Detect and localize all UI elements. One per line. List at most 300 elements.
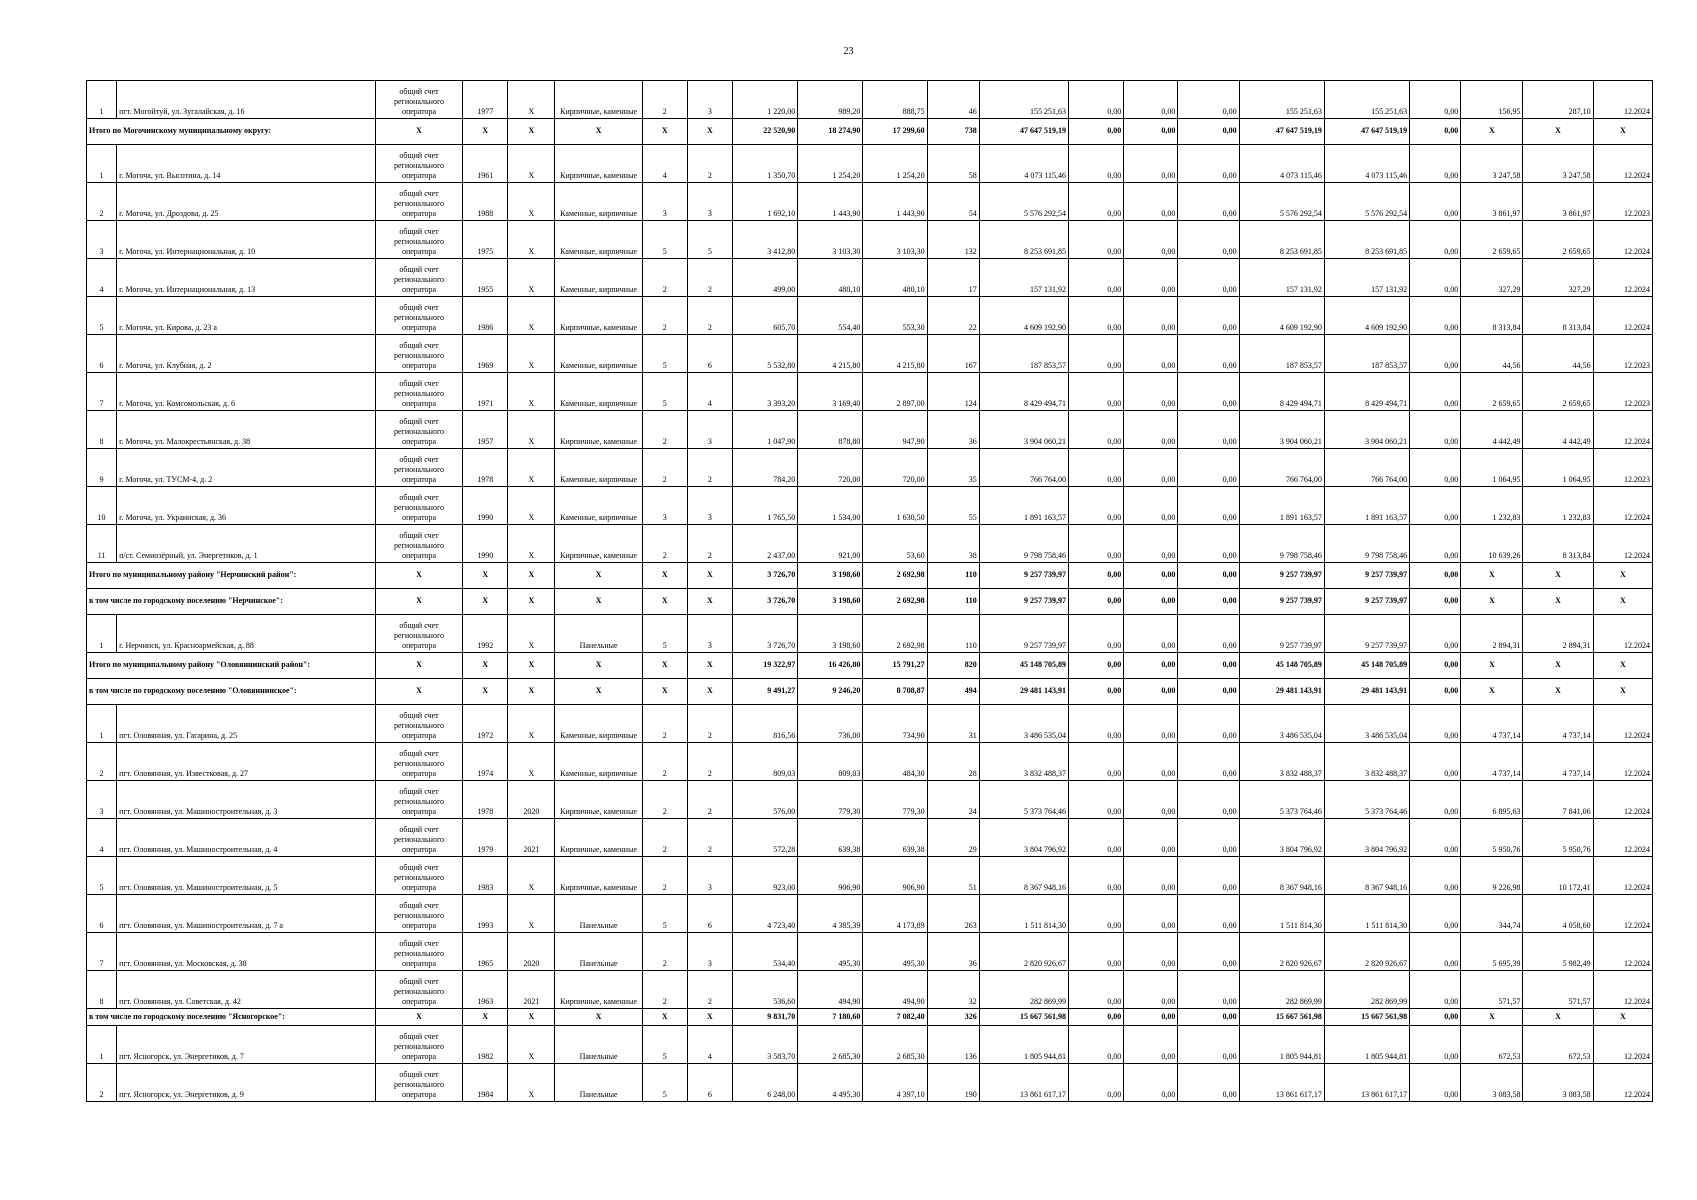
- total-cost-cell: 15 667 561,98: [979, 1009, 1068, 1026]
- total-cost-cell: 9 257 739,97: [979, 563, 1068, 589]
- municipal-funds-cell: 0,00: [1178, 449, 1239, 487]
- wall-material-cell: Панельные: [555, 1064, 642, 1102]
- entrances-cell: 5: [687, 221, 732, 259]
- owner-funds-total-cell: 5 373 764,46: [1324, 781, 1409, 819]
- regional-funds-cell: 0,00: [1124, 119, 1178, 145]
- deadline-cell: 12.2024: [1593, 259, 1652, 297]
- x-cell: X: [687, 563, 732, 589]
- federal-funds-cell: 0,00: [1069, 1009, 1124, 1026]
- residents-cell: 190: [927, 1064, 979, 1102]
- row-number: 4: [87, 259, 117, 297]
- residents-cell: 167: [927, 335, 979, 373]
- x-cell: X: [687, 589, 732, 615]
- residents-cell: 110: [927, 563, 979, 589]
- unit-cost-limit-cell: 2 659,65: [1523, 373, 1593, 411]
- owner-funds-total-cell: 9 798 758,46: [1324, 525, 1409, 563]
- x-cell: X: [555, 563, 642, 589]
- residents-cell: 17: [927, 259, 979, 297]
- residential-area-cell: 3 103,30: [863, 221, 927, 259]
- deadline-cell: 12.2024: [1593, 297, 1652, 335]
- residents-cell: 38: [927, 525, 979, 563]
- unit-cost-cell: 344,74: [1461, 895, 1523, 933]
- owner-funds-total-cell: 282 869,99: [1324, 971, 1409, 1009]
- living-area-cell: 9 246,20: [798, 679, 863, 705]
- living-area-cell: 809,03: [798, 743, 863, 781]
- regional-funds-cell: 0,00: [1124, 1009, 1178, 1026]
- floors-cell: 2: [642, 933, 687, 971]
- municipal-funds-cell: 0,00: [1178, 589, 1239, 615]
- living-area-cell: 7 180,60: [798, 1009, 863, 1026]
- x-cell: X: [463, 589, 508, 615]
- year-reconstruction-cell: X: [508, 411, 555, 449]
- unit-cost-cell: 5 950,76: [1461, 819, 1523, 857]
- living-area-cell: 989,20: [798, 81, 863, 119]
- year-reconstruction-cell: X: [508, 895, 555, 933]
- year-reconstruction-cell: X: [508, 259, 555, 297]
- residents-cell: 36: [927, 411, 979, 449]
- subtotal-label: Итого по муниципальному району "Оловяннинский район":: [87, 653, 376, 679]
- total-cost-cell: 13 861 617,17: [979, 1064, 1068, 1102]
- residents-cell: 51: [927, 857, 979, 895]
- owner-funds-cell: 3 832 488,37: [1239, 743, 1324, 781]
- other-funds-cell: 0,00: [1410, 743, 1461, 781]
- fund-owner-cell: общий счет регионального оператора: [375, 449, 462, 487]
- table-row: [87, 1064, 1653, 1102]
- total-area-cell: 784,20: [733, 449, 798, 487]
- owner-funds-cell: 1 891 163,57: [1239, 487, 1324, 525]
- municipal-funds-cell: 0,00: [1178, 679, 1239, 705]
- total-cost-cell: 157 131,92: [979, 259, 1068, 297]
- owner-funds-cell: 13 861 617,17: [1239, 1064, 1324, 1102]
- living-area-cell: 4 215,80: [798, 335, 863, 373]
- municipal-funds-cell: 0,00: [1178, 1026, 1239, 1064]
- other-funds-cell: 0,00: [1410, 819, 1461, 857]
- total-cost-cell: 8 429 494,71: [979, 373, 1068, 411]
- residents-cell: 263: [927, 895, 979, 933]
- federal-funds-cell: 0,00: [1069, 297, 1124, 335]
- floors-cell: 2: [642, 819, 687, 857]
- regional-funds-cell: 0,00: [1124, 525, 1178, 563]
- unit-cost-limit-cell: 8 313,84: [1523, 525, 1593, 563]
- other-funds-cell: 0,00: [1410, 1009, 1461, 1026]
- address-cell: пгт. Оловянная, ул. Советская, д. 42: [117, 971, 376, 1009]
- living-area-cell: 480,10: [798, 259, 863, 297]
- total-area-cell: 923,00: [733, 857, 798, 895]
- deadline-cell: 12.2024: [1593, 1064, 1652, 1102]
- living-area-cell: 921,00: [798, 525, 863, 563]
- fund-owner-cell: общий счет регионального оператора: [375, 615, 462, 653]
- wall-material-cell: Каменные, кирпичные: [555, 221, 642, 259]
- year-built-cell: 1984: [463, 1064, 508, 1102]
- total-cost-cell: 47 647 519,19: [979, 119, 1068, 145]
- total-area-cell: 1 350,70: [733, 145, 798, 183]
- owner-funds-cell: 1 511 814,30: [1239, 895, 1324, 933]
- other-funds-cell: 0,00: [1410, 705, 1461, 743]
- entrances-cell: 6: [687, 1064, 732, 1102]
- total-area-cell: 3 726,70: [733, 615, 798, 653]
- subtotal-row: [87, 1009, 1653, 1026]
- regional-funds-cell: 0,00: [1124, 373, 1178, 411]
- residential-area-cell: 720,00: [863, 449, 927, 487]
- fund-owner-cell: общий счет регионального оператора: [375, 895, 462, 933]
- federal-funds-cell: 0,00: [1069, 411, 1124, 449]
- municipal-funds-cell: 0,00: [1178, 895, 1239, 933]
- residential-area-cell: 484,30: [863, 743, 927, 781]
- unit-cost-limit-cell: 327,29: [1523, 259, 1593, 297]
- x-cell: X: [642, 653, 687, 679]
- residents-cell: 494: [927, 679, 979, 705]
- residential-area-cell: 888,75: [863, 81, 927, 119]
- table-row: [87, 781, 1653, 819]
- living-area-cell: 1 254,20: [798, 145, 863, 183]
- floors-cell: 2: [642, 971, 687, 1009]
- row-number: 1: [87, 705, 117, 743]
- subtotal-label: в том числе по городскому поселению "Нерчинское":: [87, 589, 376, 615]
- total-area-cell: 1 047,90: [733, 411, 798, 449]
- wall-material-cell: Кирпичные, каменные: [555, 819, 642, 857]
- entrances-cell: 2: [687, 259, 732, 297]
- address-cell: г. Могоча, ул. Малокрестьянская, д. 38: [117, 411, 376, 449]
- living-area-cell: 2 685,30: [798, 1026, 863, 1064]
- unit-cost-cell: 2 659,65: [1461, 221, 1523, 259]
- year-built-cell: 1975: [463, 221, 508, 259]
- regional-funds-cell: 0,00: [1124, 819, 1178, 857]
- other-funds-cell: 0,00: [1410, 933, 1461, 971]
- x-cell: X: [463, 679, 508, 705]
- total-area-cell: 5 532,80: [733, 335, 798, 373]
- other-funds-cell: 0,00: [1410, 221, 1461, 259]
- x-cell: X: [1461, 1009, 1523, 1026]
- regional-funds-cell: 0,00: [1124, 259, 1178, 297]
- owner-funds-cell: 45 148 705,89: [1239, 653, 1324, 679]
- wall-material-cell: Каменные, кирпичные: [555, 183, 642, 221]
- residents-cell: 54: [927, 183, 979, 221]
- x-cell: X: [555, 119, 642, 145]
- year-reconstruction-cell: X: [508, 335, 555, 373]
- owner-funds-cell: 155 251,63: [1239, 81, 1324, 119]
- living-area-cell: 18 274,90: [798, 119, 863, 145]
- living-area-cell: 720,00: [798, 449, 863, 487]
- address-cell: г. Могоча, ул. Украинская, д. 36: [117, 487, 376, 525]
- year-built-cell: 1965: [463, 933, 508, 971]
- other-funds-cell: 0,00: [1410, 653, 1461, 679]
- total-cost-cell: 9 257 739,97: [979, 615, 1068, 653]
- residential-area-cell: 1 254,20: [863, 145, 927, 183]
- other-funds-cell: 0,00: [1410, 1064, 1461, 1102]
- x-cell: X: [508, 119, 555, 145]
- address-cell: г. Могоча, ул. Клубная, д. 2: [117, 335, 376, 373]
- total-cost-cell: 3 804 796,92: [979, 819, 1068, 857]
- regional-funds-cell: 0,00: [1124, 81, 1178, 119]
- living-area-cell: 736,00: [798, 705, 863, 743]
- year-reconstruction-cell: 2021: [508, 819, 555, 857]
- address-cell: пгт. Оловянная, ул. Известковая, д. 27: [117, 743, 376, 781]
- residential-area-cell: 4 397,10: [863, 1064, 927, 1102]
- residential-area-cell: 480,10: [863, 259, 927, 297]
- regional-funds-cell: 0,00: [1124, 589, 1178, 615]
- entrances-cell: 2: [687, 819, 732, 857]
- residents-cell: 24: [927, 781, 979, 819]
- other-funds-cell: 0,00: [1410, 183, 1461, 221]
- floors-cell: 5: [642, 615, 687, 653]
- federal-funds-cell: 0,00: [1069, 933, 1124, 971]
- deadline-cell: 12.2024: [1593, 487, 1652, 525]
- deadline-cell: 12.2024: [1593, 145, 1652, 183]
- x-cell: X: [508, 679, 555, 705]
- x-cell: X: [1461, 679, 1523, 705]
- year-built-cell: 1969: [463, 335, 508, 373]
- total-area-cell: 809,03: [733, 743, 798, 781]
- row-number: 2: [87, 183, 117, 221]
- total-cost-cell: 4 609 192,90: [979, 297, 1068, 335]
- row-number: 5: [87, 297, 117, 335]
- unit-cost-limit-cell: 4 737,14: [1523, 705, 1593, 743]
- deadline-cell: 12.2024: [1593, 895, 1652, 933]
- x-cell: X: [1523, 589, 1593, 615]
- federal-funds-cell: 0,00: [1069, 259, 1124, 297]
- other-funds-cell: 0,00: [1410, 449, 1461, 487]
- deadline-cell: 12.2023: [1593, 183, 1652, 221]
- floors-cell: 5: [642, 1026, 687, 1064]
- total-cost-cell: 29 481 143,91: [979, 679, 1068, 705]
- x-cell: X: [463, 1009, 508, 1026]
- owner-funds-total-cell: 4 609 192,90: [1324, 297, 1409, 335]
- residents-cell: 46: [927, 81, 979, 119]
- total-cost-cell: 1 511 814,30: [979, 895, 1068, 933]
- total-cost-cell: 155 251,63: [979, 81, 1068, 119]
- fund-owner-cell: общий счет регионального оператора: [375, 373, 462, 411]
- federal-funds-cell: 0,00: [1069, 487, 1124, 525]
- row-number: 11: [87, 525, 117, 563]
- owner-funds-total-cell: 29 481 143,91: [1324, 679, 1409, 705]
- owner-funds-cell: 9 257 739,97: [1239, 615, 1324, 653]
- row-number: 8: [87, 411, 117, 449]
- regional-funds-cell: 0,00: [1124, 679, 1178, 705]
- table-row: [87, 449, 1653, 487]
- federal-funds-cell: 0,00: [1069, 145, 1124, 183]
- floors-cell: 5: [642, 1064, 687, 1102]
- fund-owner-cell: общий счет регионального оператора: [375, 933, 462, 971]
- table-row: [87, 615, 1653, 653]
- x-cell: X: [1593, 119, 1652, 145]
- regional-funds-cell: 0,00: [1124, 743, 1178, 781]
- residents-cell: 132: [927, 221, 979, 259]
- year-built-cell: 1979: [463, 819, 508, 857]
- residents-cell: 31: [927, 705, 979, 743]
- year-built-cell: 1955: [463, 259, 508, 297]
- municipal-funds-cell: 0,00: [1178, 373, 1239, 411]
- regional-funds-cell: 0,00: [1124, 221, 1178, 259]
- unit-cost-limit-cell: 10 172,41: [1523, 857, 1593, 895]
- unit-cost-cell: 10 639,26: [1461, 525, 1523, 563]
- year-reconstruction-cell: X: [508, 145, 555, 183]
- wall-material-cell: Каменные, кирпичные: [555, 259, 642, 297]
- residential-area-cell: 7 082,40: [863, 1009, 927, 1026]
- owner-funds-total-cell: 8 253 691,85: [1324, 221, 1409, 259]
- total-area-cell: 3 412,80: [733, 221, 798, 259]
- row-number: 7: [87, 933, 117, 971]
- municipal-funds-cell: 0,00: [1178, 857, 1239, 895]
- total-cost-cell: 1 805 944,81: [979, 1026, 1068, 1064]
- row-number: 5: [87, 857, 117, 895]
- living-area-cell: 4 495,30: [798, 1064, 863, 1102]
- federal-funds-cell: 0,00: [1069, 1026, 1124, 1064]
- year-built-cell: 1972: [463, 705, 508, 743]
- residential-area-cell: 4 173,89: [863, 895, 927, 933]
- residents-cell: 110: [927, 589, 979, 615]
- unit-cost-limit-cell: 3 247,58: [1523, 145, 1593, 183]
- unit-cost-limit-cell: 5 950,76: [1523, 819, 1593, 857]
- total-cost-cell: 1 891 163,57: [979, 487, 1068, 525]
- municipal-funds-cell: 0,00: [1178, 259, 1239, 297]
- x-cell: X: [642, 563, 687, 589]
- table-row: [87, 525, 1653, 563]
- total-cost-cell: 5 576 292,54: [979, 183, 1068, 221]
- unit-cost-limit-cell: 8 313,84: [1523, 297, 1593, 335]
- fund-owner-cell: общий счет регионального оператора: [375, 335, 462, 373]
- fund-owner-cell: общий счет регионального оператора: [375, 145, 462, 183]
- living-area-cell: 3 103,30: [798, 221, 863, 259]
- total-area-cell: 1 765,50: [733, 487, 798, 525]
- unit-cost-limit-cell: 4 058,60: [1523, 895, 1593, 933]
- federal-funds-cell: 0,00: [1069, 563, 1124, 589]
- entrances-cell: 2: [687, 743, 732, 781]
- x-cell: X: [375, 1009, 462, 1026]
- subtotal-label: Итого по Могочинскому муниципальному округу:: [87, 119, 376, 145]
- entrances-cell: 3: [687, 933, 732, 971]
- x-cell: X: [508, 589, 555, 615]
- wall-material-cell: Кирпичные, каменные: [555, 411, 642, 449]
- year-built-cell: 1988: [463, 183, 508, 221]
- x-cell: X: [1461, 589, 1523, 615]
- residential-area-cell: 947,90: [863, 411, 927, 449]
- fund-owner-cell: общий счет регионального оператора: [375, 819, 462, 857]
- deadline-cell: 12.2023: [1593, 449, 1652, 487]
- unit-cost-cell: 5 695,39: [1461, 933, 1523, 971]
- x-cell: X: [508, 563, 555, 589]
- total-area-cell: 1 220,00: [733, 81, 798, 119]
- fund-owner-cell: общий счет регионального оператора: [375, 743, 462, 781]
- x-cell: X: [463, 563, 508, 589]
- wall-material-cell: Панельные: [555, 1026, 642, 1064]
- table-row: [87, 1026, 1653, 1064]
- total-area-cell: 3 583,70: [733, 1026, 798, 1064]
- municipal-funds-cell: 0,00: [1178, 145, 1239, 183]
- x-cell: X: [687, 119, 732, 145]
- federal-funds-cell: 0,00: [1069, 971, 1124, 1009]
- unit-cost-cell: 4 442,49: [1461, 411, 1523, 449]
- regional-funds-cell: 0,00: [1124, 297, 1178, 335]
- table-row: [87, 705, 1653, 743]
- federal-funds-cell: 0,00: [1069, 819, 1124, 857]
- x-cell: X: [375, 589, 462, 615]
- row-number: 1: [87, 1026, 117, 1064]
- deadline-cell: 12.2024: [1593, 971, 1652, 1009]
- municipal-funds-cell: 0,00: [1178, 119, 1239, 145]
- year-reconstruction-cell: 2020: [508, 781, 555, 819]
- residential-area-cell: 906,90: [863, 857, 927, 895]
- total-area-cell: 534,40: [733, 933, 798, 971]
- owner-funds-cell: 9 257 739,97: [1239, 589, 1324, 615]
- municipal-funds-cell: 0,00: [1178, 81, 1239, 119]
- unit-cost-limit-cell: 672,53: [1523, 1026, 1593, 1064]
- total-area-cell: 605,70: [733, 297, 798, 335]
- unit-cost-limit-cell: 1 232,83: [1523, 487, 1593, 525]
- fund-owner-cell: общий счет регионального оператора: [375, 183, 462, 221]
- owner-funds-cell: 15 667 561,98: [1239, 1009, 1324, 1026]
- x-cell: X: [1523, 563, 1593, 589]
- owner-funds-cell: 8 367 948,16: [1239, 857, 1324, 895]
- fund-owner-cell: общий счет регионального оператора: [375, 525, 462, 563]
- entrances-cell: 2: [687, 449, 732, 487]
- regional-funds-cell: 0,00: [1124, 411, 1178, 449]
- row-number: 10: [87, 487, 117, 525]
- unit-cost-cell: 6 895,63: [1461, 781, 1523, 819]
- table-row: [87, 819, 1653, 857]
- deadline-cell: 12.2024: [1593, 615, 1652, 653]
- total-cost-cell: 282 869,99: [979, 971, 1068, 1009]
- municipal-funds-cell: 0,00: [1178, 297, 1239, 335]
- regional-funds-cell: 0,00: [1124, 1026, 1178, 1064]
- entrances-cell: 6: [687, 895, 732, 933]
- owner-funds-total-cell: 3 904 060,21: [1324, 411, 1409, 449]
- floors-cell: 3: [642, 183, 687, 221]
- floors-cell: 2: [642, 411, 687, 449]
- unit-cost-cell: 672,53: [1461, 1026, 1523, 1064]
- owner-funds-cell: 3 804 796,92: [1239, 819, 1324, 857]
- residents-cell: 136: [927, 1026, 979, 1064]
- municipal-funds-cell: 0,00: [1178, 705, 1239, 743]
- regional-funds-cell: 0,00: [1124, 615, 1178, 653]
- x-cell: X: [1523, 653, 1593, 679]
- total-cost-cell: 3 486 535,04: [979, 705, 1068, 743]
- federal-funds-cell: 0,00: [1069, 449, 1124, 487]
- municipal-funds-cell: 0,00: [1178, 933, 1239, 971]
- year-reconstruction-cell: X: [508, 183, 555, 221]
- entrances-cell: 2: [687, 297, 732, 335]
- deadline-cell: 12.2024: [1593, 705, 1652, 743]
- x-cell: X: [642, 119, 687, 145]
- address-cell: пгт. Оловянная, ул. Московская, д. 38: [117, 933, 376, 971]
- floors-cell: 5: [642, 221, 687, 259]
- wall-material-cell: Каменные, кирпичные: [555, 705, 642, 743]
- floors-cell: 2: [642, 743, 687, 781]
- unit-cost-limit-cell: 44,56: [1523, 335, 1593, 373]
- other-funds-cell: 0,00: [1410, 971, 1461, 1009]
- other-funds-cell: 0,00: [1410, 563, 1461, 589]
- owner-funds-cell: 187 853,57: [1239, 335, 1324, 373]
- municipal-funds-cell: 0,00: [1178, 1064, 1239, 1102]
- total-area-cell: 3 393,20: [733, 373, 798, 411]
- x-cell: X: [463, 653, 508, 679]
- residential-area-cell: 2 692,98: [863, 615, 927, 653]
- unit-cost-cell: 3 083,58: [1461, 1064, 1523, 1102]
- x-cell: X: [555, 589, 642, 615]
- year-built-cell: 1974: [463, 743, 508, 781]
- unit-cost-cell: 2 894,31: [1461, 615, 1523, 653]
- federal-funds-cell: 0,00: [1069, 525, 1124, 563]
- residents-cell: 738: [927, 119, 979, 145]
- entrances-cell: 4: [687, 1026, 732, 1064]
- owner-funds-total-cell: 9 257 739,97: [1324, 563, 1409, 589]
- unit-cost-limit-cell: 571,57: [1523, 971, 1593, 1009]
- table-row: [87, 373, 1653, 411]
- unit-cost-limit-cell: 5 982,49: [1523, 933, 1593, 971]
- total-area-cell: 6 248,00: [733, 1064, 798, 1102]
- x-cell: X: [1461, 563, 1523, 589]
- living-area-cell: 779,30: [798, 781, 863, 819]
- total-area-cell: 1 692,10: [733, 183, 798, 221]
